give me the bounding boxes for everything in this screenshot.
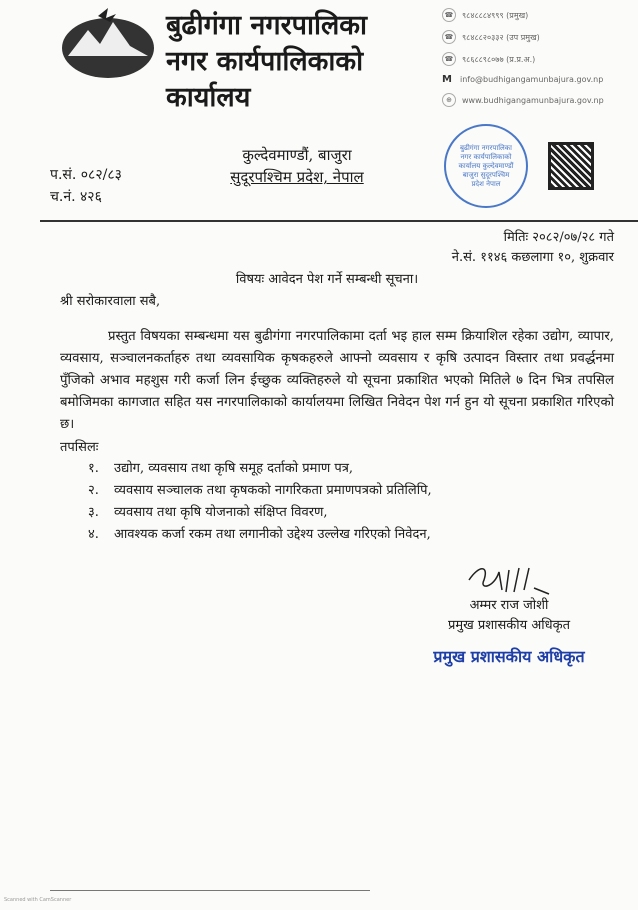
item-text: उद्योग, व्यवसाय तथा कृषि समूह दर्ताको प्रमाण पत्र, [114,461,354,476]
address-block [150,144,444,188]
date-block [40,228,614,268]
qr-code [548,142,594,190]
signatory-name: अम्मर राज जोशी [469,598,549,613]
website-url: www.budhigangamunbajura.gov.np [462,95,604,105]
item-text: व्यवसाय तथा कृषि योजनाको संक्षिप्त विवरण, [114,505,328,520]
nepal-emblem-logo [58,8,158,80]
letterhead-row-2 [40,124,614,208]
phone-icon: ☎ [442,30,456,44]
phone-row [442,52,614,66]
phone-row [442,30,614,44]
list-item [88,502,614,524]
signatory-title: प्रमुख प्रशासकीय अधिकृत [447,618,571,633]
website-row [442,93,614,107]
handwritten-signature [464,560,554,596]
phone-number: ९८६८८९८०७७ (प्र.प्र.अ.) [462,54,536,64]
office-seal [444,124,528,208]
province-line: सुदूरपश्चिम प्रदेश, नेपाल [230,168,364,186]
item-number: ३. [88,505,99,520]
salutation: श्री सरोकारवाला सबै, [60,294,161,309]
letterhead [40,8,614,116]
phone-number: ९८४८८२०३३२ (उप प्रमुख) [462,32,540,42]
patra-sankhya: प.सं. ०८२/८३ [50,167,122,183]
letterhead-titles [166,8,442,116]
item-text: आवश्यक कर्जा रकम तथा लगानीको उद्देश्य उल्लेख गरिएको निवेदन, [114,527,431,542]
date-bs: मितिः २०८२/०७/२८ गते [503,230,614,245]
designation-stamp: प्रमुख प्रशासकीय अधिकृत [433,647,585,666]
header-divider [40,220,638,222]
email-address: info@budhigangamunbajura.gov.np [460,75,604,84]
phone-row [442,8,614,22]
address-line: कुल्देवमाण्डौं, बाजुरा [242,146,352,164]
mail-icon: M [442,74,452,85]
list-item [88,458,614,480]
signature-block [424,560,594,668]
phone-icon: ☎ [442,8,456,22]
globe-icon: ⊕ [442,93,456,107]
item-number: १. [88,461,99,476]
phone-icon: ☎ [442,52,456,66]
chalani-number: च.नं. ४२६ [50,189,102,205]
list-item [88,524,614,546]
footer-divider [50,890,370,891]
reference-block [50,164,150,208]
details-label: तपसिलः [60,440,99,455]
phone-number: ९८४८८८४९९९ (प्रमुख) [462,10,529,20]
requirements-list [88,458,614,546]
item-number: २. [88,483,99,498]
body-paragraph: प्रस्तुत विषयका सम्बन्धमा यस बुढीगंगा नगरपालिकामा दर्ता भइ हाल सम्म क्रियाशिल रहेका उद्योग, व्यापार, व्यवसाय, सञ्चालनकर्ताहरु तथा व्यवसायिक कृषकहरुले आफ्नो व्यवसाय र कृषि उत्पादन विस्तार तथा प्रवर्द्धनमा पुँजिको अभाव महशुस गरी कर्जा लिन ईच्छुक व्यक्तिहरुले यो सूचना प्रकाशित भएको मितिले ७ दिन भित्र तपसिल बमोजिमका कागजात सहित यस नगरपालिकाको कार्यालयमा लिखित निवेदन पेश गर्न हुन यो सूचना प्रकाशित गरिएको छ। [60,329,614,432]
item-number: ४. [88,527,99,542]
item-text: व्यवसाय सञ्चालक तथा कृषकको नागरिकता प्रमाणपत्रको प्रतिलिपि, [114,483,432,498]
scanner-watermark: Scanned with CamScanner [4,897,72,903]
list-item [88,480,614,502]
office-name: नगर कार्यपालिकाको कार्यालय [166,46,364,113]
contact-block [442,8,614,115]
email-row [442,74,614,85]
subject-line: विषयः आवेदन पेश गर्ने सम्बन्धी सूचना। [235,272,419,287]
date-nepal-sambat: ने.सं. ११४६ कछलागा १०, शुक्रवार [451,250,614,265]
municipality-name: बुढीगंगा नगरपालिका [166,10,367,41]
seal-text: बुढीगंगा नगरपालिका नगर कार्यपालिकाको कार्यालय कुल्देवमाण्डौं बाजुरा सुदूरपश्चिम प्रदेश नेपाल [458,143,514,188]
